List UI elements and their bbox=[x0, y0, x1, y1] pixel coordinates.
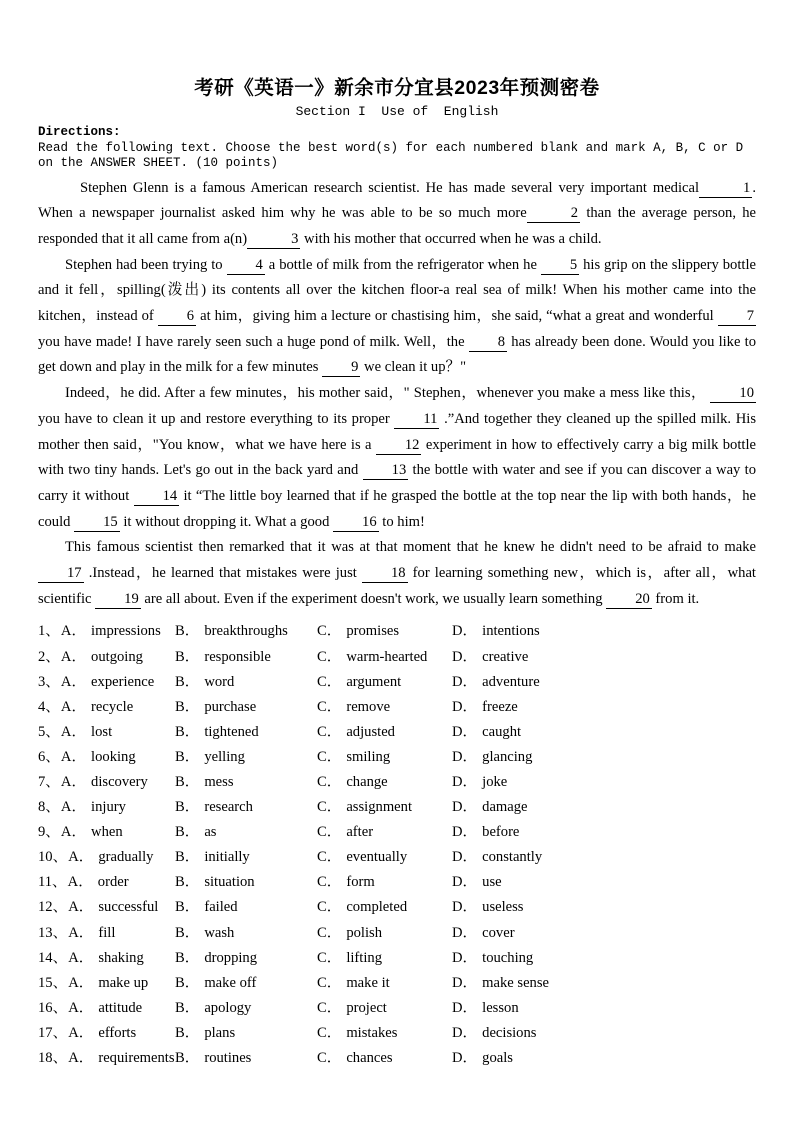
choice-cell: D． lesson bbox=[452, 999, 519, 1016]
question-row bbox=[38, 619, 756, 644]
choice-cell: B． apology bbox=[175, 999, 252, 1016]
choice-label: C． bbox=[317, 723, 342, 740]
choice-a-cell: 8、A． injury bbox=[38, 799, 126, 816]
cloze-blank: 18 bbox=[362, 565, 408, 583]
cloze-blank: 4 bbox=[227, 257, 265, 275]
cloze-blank: 14 bbox=[134, 488, 180, 506]
choice-cell: B． as bbox=[175, 824, 217, 841]
choice-cell: D． useless bbox=[452, 899, 524, 916]
choice-label: C． bbox=[317, 799, 342, 816]
section-heading: Section I Use of English bbox=[295, 104, 499, 119]
choice-label: B． bbox=[175, 874, 200, 891]
question-number: 8、 bbox=[38, 799, 60, 816]
choice-label: A． bbox=[68, 899, 94, 916]
choice-cell: B． responsible bbox=[175, 648, 271, 665]
choice-cell: B． plans bbox=[175, 1024, 236, 1041]
choice-label: A． bbox=[60, 824, 87, 841]
choice-label: C． bbox=[317, 999, 342, 1016]
question-number: 9、 bbox=[38, 824, 60, 841]
choice-cell: C． completed bbox=[317, 899, 408, 916]
choice-label: B． bbox=[175, 999, 200, 1016]
choice-label: C． bbox=[317, 849, 342, 866]
choice-label: A． bbox=[68, 949, 94, 966]
choice-label: D． bbox=[452, 799, 478, 816]
choice-label: D． bbox=[452, 974, 478, 991]
cloze-blank: 1 bbox=[699, 180, 752, 198]
choice-label: A． bbox=[68, 1024, 94, 1041]
choice-cell: D． touching bbox=[452, 949, 534, 966]
question-row bbox=[38, 1021, 756, 1046]
choice-cell: B． situation bbox=[175, 874, 255, 891]
cloze-blank: 11 bbox=[394, 411, 439, 429]
choice-cell: C． form bbox=[317, 874, 375, 891]
choice-label: B． bbox=[175, 723, 200, 740]
cloze-blank: 12 bbox=[376, 437, 422, 455]
passage-paragraph: Stephen Glenn is a famous American research scientist. He has made several very important medical 1 . When a newspaper journalist asked him why he was able to be so much more 2 than the average person, he responded that it all came from a(n) 3 with his mother that occurred when he was a child. bbox=[38, 179, 757, 247]
choice-cell: B． failed bbox=[175, 899, 238, 916]
choice-cell: C． polish bbox=[317, 924, 383, 941]
choice-label: B． bbox=[175, 748, 200, 765]
choice-a-cell: 11、A． order bbox=[38, 874, 129, 891]
cloze-blank: 13 bbox=[363, 462, 409, 480]
question-row bbox=[38, 845, 756, 870]
choice-cell: C． promises bbox=[317, 623, 400, 640]
choice-cell: B． breakthroughs bbox=[175, 623, 288, 640]
choice-a-cell: 16、A． attitude bbox=[38, 999, 143, 1016]
choice-a-cell: 7、A． discovery bbox=[38, 774, 148, 791]
choice-label: B． bbox=[175, 648, 200, 665]
question-row bbox=[38, 670, 756, 695]
choice-label: C． bbox=[317, 924, 342, 941]
choice-label: D． bbox=[452, 849, 478, 866]
choice-label: D． bbox=[452, 723, 478, 740]
choice-label: B． bbox=[175, 1050, 200, 1067]
question-number: 6、 bbox=[38, 748, 60, 765]
cloze-blank: 15 bbox=[74, 514, 120, 532]
choice-cell: B． initially bbox=[175, 849, 250, 866]
choice-label: D． bbox=[452, 698, 478, 715]
choice-label: B． bbox=[175, 799, 200, 816]
choice-cell: B． wash bbox=[175, 924, 235, 941]
choice-label: C． bbox=[317, 874, 342, 891]
choice-label: A． bbox=[68, 924, 94, 941]
choice-cell: D． constantly bbox=[452, 849, 543, 866]
choice-cell: B． mess bbox=[175, 774, 234, 791]
question-number: 18、 bbox=[38, 1050, 68, 1067]
directions-text: Read the following text. Choose the best word(s) for each numbered blank and mark A, B, C or D on the ANSWER SHEET. (10 points) bbox=[38, 140, 744, 170]
cloze-blank: 10 bbox=[710, 385, 756, 403]
choice-cell: B． purchase bbox=[175, 698, 257, 715]
choice-label: B． bbox=[175, 949, 200, 966]
choice-cell: B． dropping bbox=[175, 949, 258, 966]
choice-label: C． bbox=[317, 698, 342, 715]
choice-a-cell: 15、A． make up bbox=[38, 974, 149, 991]
question-row bbox=[38, 996, 756, 1021]
choice-a-cell: 5、A． lost bbox=[38, 723, 113, 740]
cloze-blank: 17 bbox=[38, 565, 84, 583]
choice-a-cell: 3、A． experience bbox=[38, 673, 155, 690]
choice-cell: C． smiling bbox=[317, 748, 391, 765]
choice-cell: C． lifting bbox=[317, 949, 383, 966]
choice-label: B． bbox=[175, 774, 200, 791]
question-number: 1、 bbox=[38, 623, 60, 640]
cloze-blank: 7 bbox=[718, 308, 756, 326]
question-row bbox=[38, 770, 756, 795]
question-row bbox=[38, 1046, 756, 1071]
choice-label: D． bbox=[452, 748, 478, 765]
choice-cell: B． research bbox=[175, 799, 253, 816]
question-row bbox=[38, 795, 756, 820]
choice-cell: C． chances bbox=[317, 1050, 393, 1067]
question-number: 16、 bbox=[38, 999, 68, 1016]
cloze-blank: 5 bbox=[541, 257, 579, 275]
question-number: 10、 bbox=[38, 849, 68, 866]
choice-label: C． bbox=[317, 824, 342, 841]
choice-label: A． bbox=[67, 874, 93, 891]
page-title: 考研《英语一》新余市分宜县2023年预测密卷 bbox=[194, 77, 600, 99]
choice-label: D． bbox=[452, 899, 478, 916]
question-row bbox=[38, 695, 756, 720]
choice-cell: B． routines bbox=[175, 1050, 252, 1067]
question-number: 11、 bbox=[38, 874, 67, 891]
choice-cell: D． cover bbox=[452, 924, 515, 941]
choice-label: A． bbox=[60, 673, 87, 690]
choice-cell: D． use bbox=[452, 874, 502, 891]
choice-a-cell: 10、A． gradually bbox=[38, 849, 154, 866]
choice-label: A． bbox=[68, 849, 94, 866]
question-number: 14、 bbox=[38, 949, 68, 966]
cloze-blank: 3 bbox=[247, 231, 300, 249]
question-number: 15、 bbox=[38, 974, 68, 991]
question-row bbox=[38, 745, 756, 770]
question-row bbox=[38, 645, 756, 670]
choice-label: C． bbox=[317, 648, 342, 665]
choice-label: D． bbox=[452, 774, 478, 791]
choice-label: B． bbox=[175, 673, 200, 690]
choice-label: D． bbox=[452, 648, 478, 665]
cloze-blank: 6 bbox=[158, 308, 196, 326]
question-row bbox=[38, 820, 756, 845]
passage bbox=[38, 176, 756, 613]
choice-label: D． bbox=[452, 824, 478, 841]
choice-cell: D． creative bbox=[452, 648, 529, 665]
choice-label: C． bbox=[317, 623, 342, 640]
choice-a-cell: 17、A． efforts bbox=[38, 1024, 137, 1041]
choice-cell: C． adjusted bbox=[317, 723, 395, 740]
choice-cell: D． goals bbox=[452, 1050, 513, 1067]
question-row bbox=[38, 720, 756, 745]
choice-label: C． bbox=[317, 774, 342, 791]
choice-a-cell: 12、A． successful bbox=[38, 899, 159, 916]
choice-label: A． bbox=[68, 999, 94, 1016]
choice-cell: B． make off bbox=[175, 974, 257, 991]
cloze-blank: 9 bbox=[322, 359, 360, 377]
question-number: 17、 bbox=[38, 1024, 68, 1041]
question-number: 5、 bbox=[38, 723, 60, 740]
directions-label: Directions: bbox=[38, 125, 121, 139]
choice-label: C． bbox=[317, 949, 342, 966]
question-number: 7、 bbox=[38, 774, 60, 791]
choice-label: A． bbox=[60, 748, 87, 765]
options-list bbox=[38, 619, 756, 1071]
choice-cell: B． tightened bbox=[175, 723, 259, 740]
choice-cell: D． decisions bbox=[452, 1024, 537, 1041]
cloze-blank: 20 bbox=[606, 591, 652, 609]
choice-cell: D． make sense bbox=[452, 974, 550, 991]
cloze-blank: 16 bbox=[333, 514, 379, 532]
choice-label: D． bbox=[452, 924, 478, 941]
choice-label: B． bbox=[175, 824, 200, 841]
choice-label: D． bbox=[452, 999, 478, 1016]
choice-label: C． bbox=[317, 673, 342, 690]
choice-cell: D． intentions bbox=[452, 623, 540, 640]
choice-a-cell: 1、A． impressions bbox=[38, 623, 161, 640]
choice-a-cell: 13、A． fill bbox=[38, 924, 116, 941]
question-number: 12、 bbox=[38, 899, 68, 916]
choice-cell: C． argument bbox=[317, 673, 402, 690]
choice-label: B． bbox=[175, 974, 200, 991]
choice-label: D． bbox=[452, 623, 478, 640]
choice-label: A． bbox=[60, 774, 87, 791]
cloze-blank: 8 bbox=[469, 334, 507, 352]
question-row bbox=[38, 895, 756, 920]
cloze-blank: 2 bbox=[527, 205, 580, 223]
choice-label: A． bbox=[60, 698, 87, 715]
choice-label: D． bbox=[452, 1024, 478, 1041]
choice-label: A． bbox=[68, 1050, 94, 1067]
choice-label: C． bbox=[317, 974, 342, 991]
choice-label: B． bbox=[175, 698, 200, 715]
choice-cell: C． mistakes bbox=[317, 1024, 398, 1041]
passage-paragraph: Indeed，he did. After a few minutes，his mother said，" Stephen，whenever you make a mess like this， 10 you have to clean it up and restore everything to its proper 11 .”And together they cleaned up the spilled milk. His mother then said，"You know，what we have here is a 12 experiment in how to effectively carry a big milk bottle with two tiny hands. Let's go out in the back yard and 13 the bottle with water and see if you can discover a way to carry it without 14 it “The little boy learned that if he grasped the bottle at the top near the lip with both hands，he could 15 it without dropping it. What a good 16 to him! bbox=[38, 385, 756, 530]
choice-label: A． bbox=[60, 648, 87, 665]
choice-label: B． bbox=[175, 623, 200, 640]
choice-cell: C． remove bbox=[317, 698, 391, 715]
choice-a-cell: 9、A． when bbox=[38, 824, 123, 841]
question-row bbox=[38, 971, 756, 996]
choice-cell: D． adventure bbox=[452, 673, 540, 690]
cloze-blank: 19 bbox=[95, 591, 141, 609]
choice-cell: B． word bbox=[175, 673, 235, 690]
choice-label: B． bbox=[175, 899, 200, 916]
choice-label: A． bbox=[60, 623, 87, 640]
choice-cell: B． yelling bbox=[175, 748, 245, 765]
choice-label: C． bbox=[317, 1024, 342, 1041]
question-number: 2、 bbox=[38, 648, 60, 665]
choice-label: D． bbox=[452, 1050, 478, 1067]
choice-label: D． bbox=[452, 874, 478, 891]
choice-cell: D． damage bbox=[452, 799, 528, 816]
choice-label: A． bbox=[60, 723, 87, 740]
choice-cell: C． after bbox=[317, 824, 374, 841]
choice-label: B． bbox=[175, 924, 200, 941]
choice-a-cell: 4、A． recycle bbox=[38, 698, 134, 715]
choice-label: C． bbox=[317, 899, 342, 916]
question-number: 3、 bbox=[38, 673, 60, 690]
choice-label: A． bbox=[60, 799, 87, 816]
passage-paragraph: This famous scientist then remarked that it was at that moment that he knew he didn't need to be afraid to make 17 .Instead，he learned that mistakes were just 18 for learning something new，which is，after all，what scientific 19 are all about. Even if the experiment doesn't work, we usually learn something 20 from it. bbox=[38, 539, 756, 607]
question-number: 13、 bbox=[38, 924, 68, 941]
question-row bbox=[38, 921, 756, 946]
choice-label: B． bbox=[175, 1024, 200, 1041]
question-row bbox=[38, 946, 756, 971]
choice-label: D． bbox=[452, 949, 478, 966]
choice-cell: C． project bbox=[317, 999, 387, 1016]
passage-paragraph: Stephen had been trying to 4 a bottle of milk from the refrigerator when he 5 his grip on the slippery bottle and it fell，spilling(泼出) its contents all over the kitchen floor-a real sea of milk! When his mother came into the kitchen，instead of 6 at him，giving him a lecture or chastising him，she said, “what a great and wonderful 7 you have made! I have rarely seen such a huge pond of milk. Well，the 8 has already been done. Would you like to get down and play in the milk for a few minutes 9 we clean it up？" bbox=[38, 256, 757, 376]
choice-cell: D． before bbox=[452, 824, 520, 841]
choice-cell: C． eventually bbox=[317, 849, 408, 866]
choice-cell: C． make it bbox=[317, 974, 390, 991]
choice-cell: C． assignment bbox=[317, 799, 412, 816]
choice-a-cell: 2、A． outgoing bbox=[38, 648, 143, 665]
choice-cell: D． freeze bbox=[452, 698, 518, 715]
choice-a-cell: 6、A． looking bbox=[38, 748, 136, 765]
choice-label: B． bbox=[175, 849, 200, 866]
choice-a-cell: 18、A． requirements bbox=[38, 1050, 175, 1067]
choice-cell: D． caught bbox=[452, 723, 522, 740]
choice-cell: C． warm-hearted bbox=[317, 648, 428, 665]
question-number: 4、 bbox=[38, 698, 60, 715]
choice-a-cell: 14、A． shaking bbox=[38, 949, 144, 966]
choice-label: A． bbox=[68, 974, 94, 991]
choice-label: C． bbox=[317, 1050, 342, 1067]
choice-cell: D． joke bbox=[452, 774, 508, 791]
choice-label: D． bbox=[452, 673, 478, 690]
question-row bbox=[38, 870, 756, 895]
choice-label: C． bbox=[317, 748, 342, 765]
choice-cell: C． change bbox=[317, 774, 388, 791]
choice-cell: D． glancing bbox=[452, 748, 533, 765]
